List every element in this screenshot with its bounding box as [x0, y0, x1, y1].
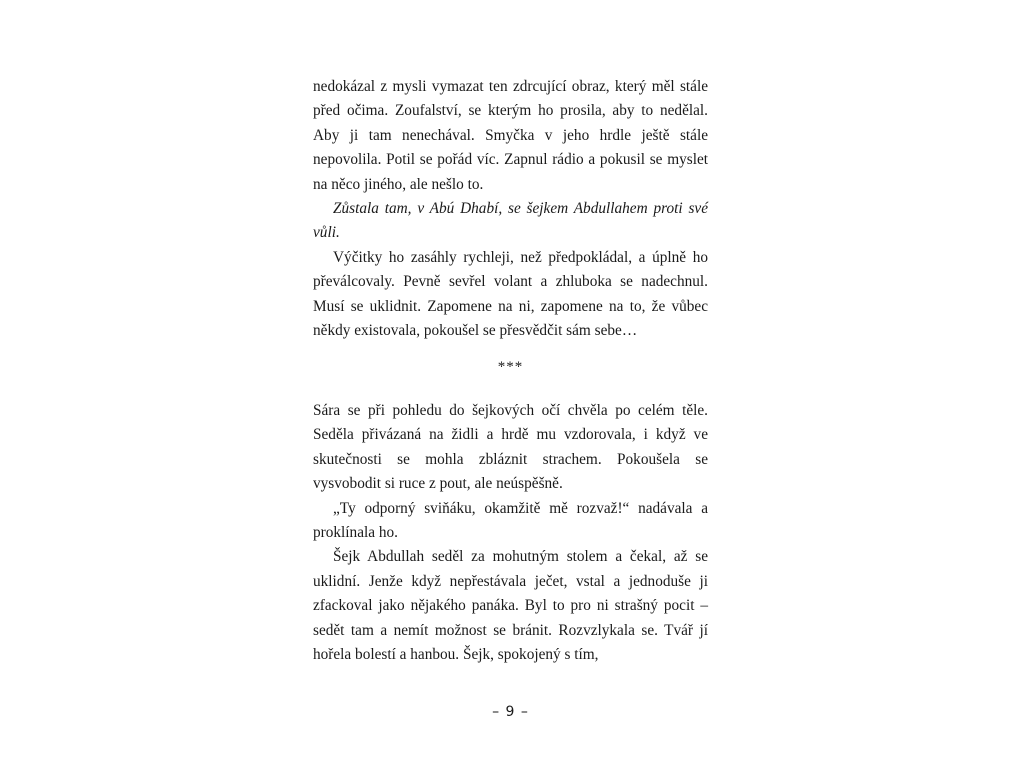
text-section-two: [313, 399, 708, 667]
section-separator: ***: [497, 359, 524, 375]
paragraph-continued: nedokázal z mysli vymazat ten zdrcující obraz, který měl stále před očima. Zoufalství, se kterým ho prosila, aby to nedělal. Aby ji tam nenechával. Smyčka v jeho hrdle ještě stále nepovolila. Potil se pořád víc. Zapnul rádio a pokusil se myslet na něco jiného, ale nešlo to.: [313, 78, 708, 193]
paragraph: Sára se při pohledu do šejkových očí chvěla po celém těle. Seděla přivázaná na židli a hrdě mu vzdorovala, i když ve skutečnosti se mohla zbláznit strachem. Pokoušela se vysvobodit si ruce z pout, ale neúspěšně.: [313, 402, 708, 493]
paragraph: Výčitky ho zasáhly rychleji, než předpokládal, a úplně ho převálcovaly. Pevně sevřel volant a zhluboka se nadechnul. Musí se uklidnit. Zapomene na ni, zapomene na to, že vůbec někdy existovala, pokoušel se přesvědčit sám sebe…: [313, 248, 708, 340]
page-number: – 9 –: [492, 704, 529, 720]
paragraph-italic-thought: Zůstala tam, v Abú Dhabí, se šejkem Abdullahem proti své vůli.: [313, 200, 708, 242]
text-section-one: [313, 75, 708, 343]
paragraph: Šejk Abdullah seděl za mohutným stolem a čekal, až se uklidní. Jenže když nepřestávala ječet, vstal a jednoduše ji zfackoval jako nějakého panáka. Byl to pro ni strašný pocit – sedět tam a nemít možnost se bránit. Rozvzlykala se. Tvář jí hořela bolestí a hanbou. Šejk, spokojený s tím,: [313, 548, 708, 664]
paragraph-dialogue: „Ty odporný sviňáku, okamžitě mě rozvaž!“ nadávala a proklínala ho.: [313, 499, 708, 542]
